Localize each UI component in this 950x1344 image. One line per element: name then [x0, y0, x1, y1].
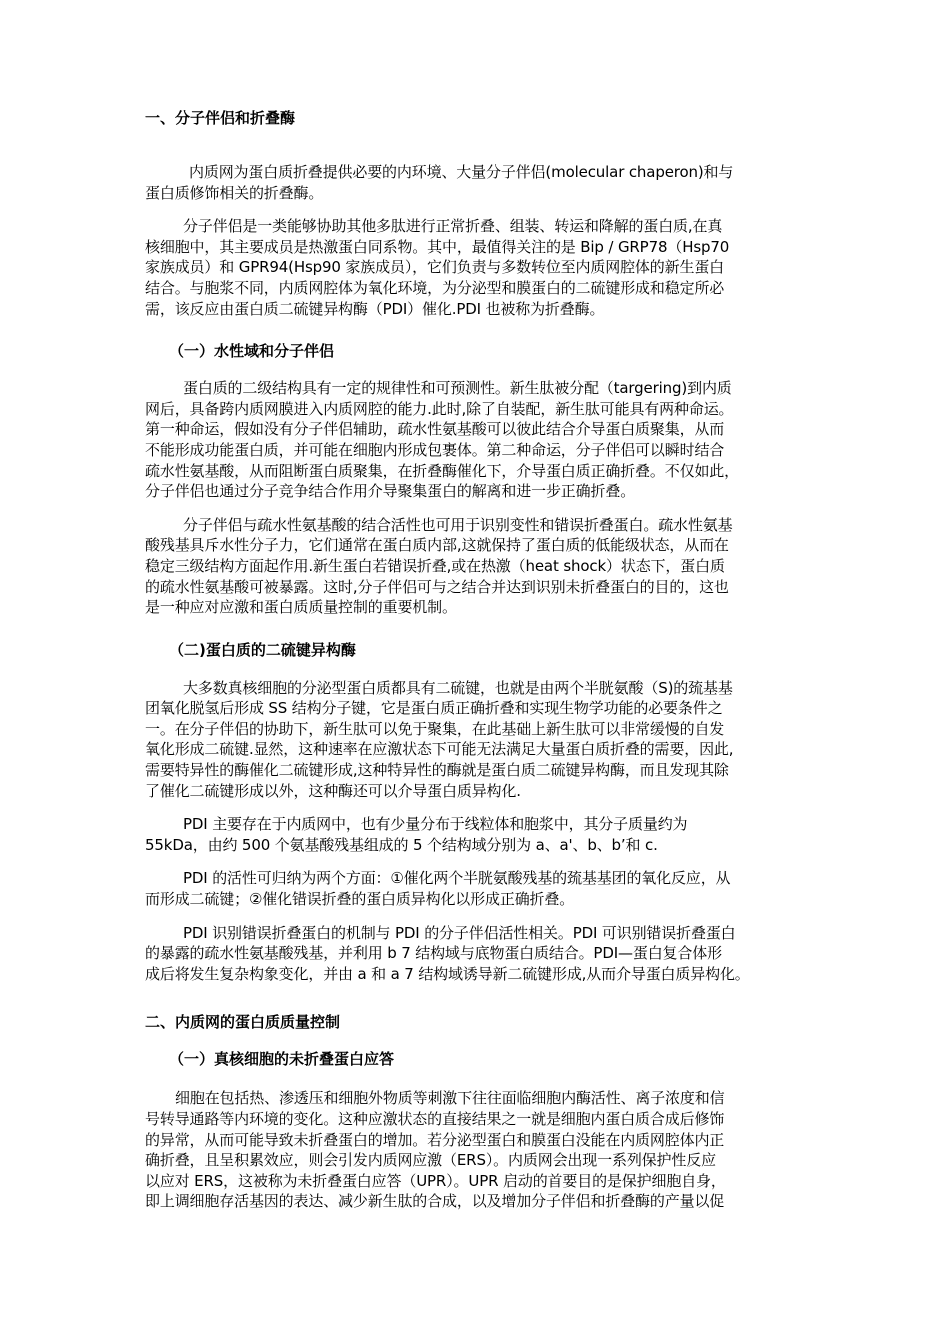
- subsection-2-1-title: （一）真核细胞的未折叠蛋白应答: [169, 1050, 395, 1069]
- paragraph-9: [145, 1088, 807, 1212]
- paragraph-line: 以应对 ERS，这被称为未折叠蛋白应答（UPR）。UPR 启动的首要目的是保护细胞自身，: [145, 1171, 726, 1190]
- paragraph-line: 确折叠，且呈积累效应，则会引发内质网应激（ERS）。内质网会出现一系列保护性反应: [145, 1151, 716, 1170]
- paragraph-1: [145, 162, 807, 203]
- paragraph-line: 核细胞中，其主要成员是热激蛋白同系物。其中，最值得关注的是 Bip / GRP78（Hsp70: [145, 237, 730, 256]
- subsection-1-1-title: （一）水性域和分子伴侣: [169, 342, 335, 361]
- paragraph-line: 了催化二硫键形成以外，这种酶还可以介导蛋白质异构化.: [145, 781, 521, 800]
- paragraph-line: 疏水性氨基酸，从而阻断蛋白质聚集，在折叠酶催化下，介导蛋白质正确折叠。不仅如此，: [145, 461, 740, 480]
- paragraph-line: 结合。与胞浆不同，内质网腔体为氧化环境，为分泌型和膜蛋白的二硫键形成和稳定所必: [145, 278, 725, 297]
- paragraph-line: 的异常，从而可能导致未折叠蛋白的增加。若分泌型蛋白和膜蛋白没能在内质网腔体内正: [145, 1130, 725, 1149]
- section-1-title: 一、分子伴侣和折叠酶: [145, 109, 296, 127]
- paragraph-8: [145, 923, 807, 985]
- paragraph-line: 分子伴侣与疏水性氨基酸的结合活性也可用于识别变性和错误折叠蛋白。疏水性氨基: [183, 515, 733, 534]
- paragraph-line: 的疏水性氨基酸可被暴露。这时,分子伴侣可与之结合并达到识别未折叠蛋白的目的，这也: [145, 577, 729, 596]
- document-page: [145, 108, 807, 1212]
- paragraph-line: 而形成二硫键；②催化错误折叠的蛋白质异构化以形成正确折叠。: [145, 890, 575, 909]
- paragraph-line: 细胞在包括热、渗透压和细胞外物质等刺激下往往面临细胞内酶活性、离子浓度和信: [175, 1089, 725, 1108]
- paragraph-line: 蛋白质修饰相关的折叠酶。: [145, 183, 324, 202]
- paragraph-line: 即上调细胞存活基因的表达、减少新生肽的合成，以及增加分子伴侣和折叠酶的产量以促: [145, 1192, 725, 1211]
- paragraph-line: PDI 的活性可归纳为两个方面：①催化两个半胱氨酸残基的巯基基团的氧化反应，从: [183, 869, 731, 888]
- paragraph-3: [145, 378, 807, 502]
- paragraph-line: 第一种命运，假如没有分子伴侣辅助，疏水性氨基酸可以彼此结合介导蛋白质聚集，从而: [145, 420, 725, 439]
- paragraph-line: 分子伴侣是一类能够协助其他多肽进行正常折叠、组装、转运和降解的蛋白质,在真: [183, 217, 723, 236]
- paragraph-line: 需，该反应由蛋白质二硫键异构酶（PDI）催化.PDI 也被称为折叠酶。: [145, 299, 605, 318]
- paragraph-line: PDI 主要存在于内质网中，也有少量分布于线粒体和胞浆中，其分子质量约为: [183, 815, 688, 834]
- paragraph-line: 酸残基具斥水性分子力，它们通常在蛋白质内部,这就保持了蛋白质的低能级状态，从而在: [145, 536, 729, 555]
- subsection-1-2-title: （二)蛋白质的二硫键异构酶: [169, 640, 356, 659]
- paragraph-line: 一。在分子伴侣的协助下，新生肽可以免于聚集，在此基础上新生肽可以非常缓慢的自发: [145, 719, 725, 738]
- paragraph-line: 需要特异性的酶催化二硫键形成,这种特异性的酶就是蛋白质二硫键异构酶，而且发现其除: [145, 761, 729, 780]
- paragraph-line: 内质网为蛋白质折叠提供必要的内环境、大量分子伴侣(molecular chaperon)和与: [189, 163, 734, 181]
- paragraph-2: [145, 216, 807, 319]
- paragraph-line: 成后将发生复杂构象变化，并由 a 和 a 7 结构域诱导新二硫键形成,从而介导蛋白质异构化。: [145, 964, 750, 983]
- paragraph-line: 分子伴侣也通过分子竞争结合作用介导聚集蛋白的解离和进一步正确折叠。: [145, 482, 636, 501]
- paragraph-6: [145, 814, 807, 855]
- paragraph-line: 55kDa，由约 500 个氨基酸残基组成的 5 个结构域分别为 a、a'、b、b’和 c.: [145, 835, 658, 854]
- paragraph-line: 网后，具备跨内质网膜进入内质网腔的能力.此时,除了自装配，新生肽可能具有两种命运。: [145, 399, 734, 418]
- paragraph-7: [145, 868, 807, 909]
- paragraph-line: 号转导通路等内环境的变化。这种应激状态的直接结果之一就是细胞内蛋白质合成后修饰: [145, 1110, 725, 1128]
- paragraph-line: 家族成员）和 GPR94(Hsp90 家族成员），它们负责与多数转位至内质网腔体的新生蛋白: [145, 258, 725, 277]
- section-2-title: 二、内质网的蛋白质质量控制: [145, 1013, 341, 1032]
- paragraph-line: 氧化形成二硫键.显然，这种速率在应激状态下可能无法满足大量蛋白质折叠的需要，因此,: [145, 740, 734, 759]
- paragraph-line: 是一种应对应激和蛋白质质量控制的重要机制。: [145, 598, 457, 617]
- paragraph-line: 稳定三级结构方面起作用.新生蛋白若错误折叠,或在热激（heat shock）状态下，蛋白质: [145, 556, 725, 575]
- paragraph-line: 蛋白质的二级结构具有一定的规律性和可预测性。新生肽被分配（targering)到内质: [183, 379, 732, 398]
- paragraph-line: 团氧化脱氢后形成 SS 结构分子键，它是蛋白质正确折叠和实现生物学功能的必要条件之: [145, 699, 723, 718]
- paragraph-4: [145, 515, 807, 618]
- paragraph-5: [145, 678, 807, 802]
- paragraph-line: PDI 识别错误折叠蛋白的机制与 PDI 的分子伴侣活性相关。PDI 可识别错误折叠蛋白: [183, 923, 736, 942]
- paragraph-line: 大多数真核细胞的分泌型蛋白质都具有二硫键，也就是由两个半胱氨酸（S)的巯基基: [183, 678, 733, 697]
- paragraph-line: 的暴露的疏水性氨基酸残基，并利用 b 7 结构域与底物蛋白质结合。PDI—蛋白复合体形: [145, 944, 722, 963]
- paragraph-line: 不能形成功能蛋白质，并可能在细胞内形成包裹体。第二种命运，分子伴侣可以瞬时结合: [145, 440, 725, 459]
